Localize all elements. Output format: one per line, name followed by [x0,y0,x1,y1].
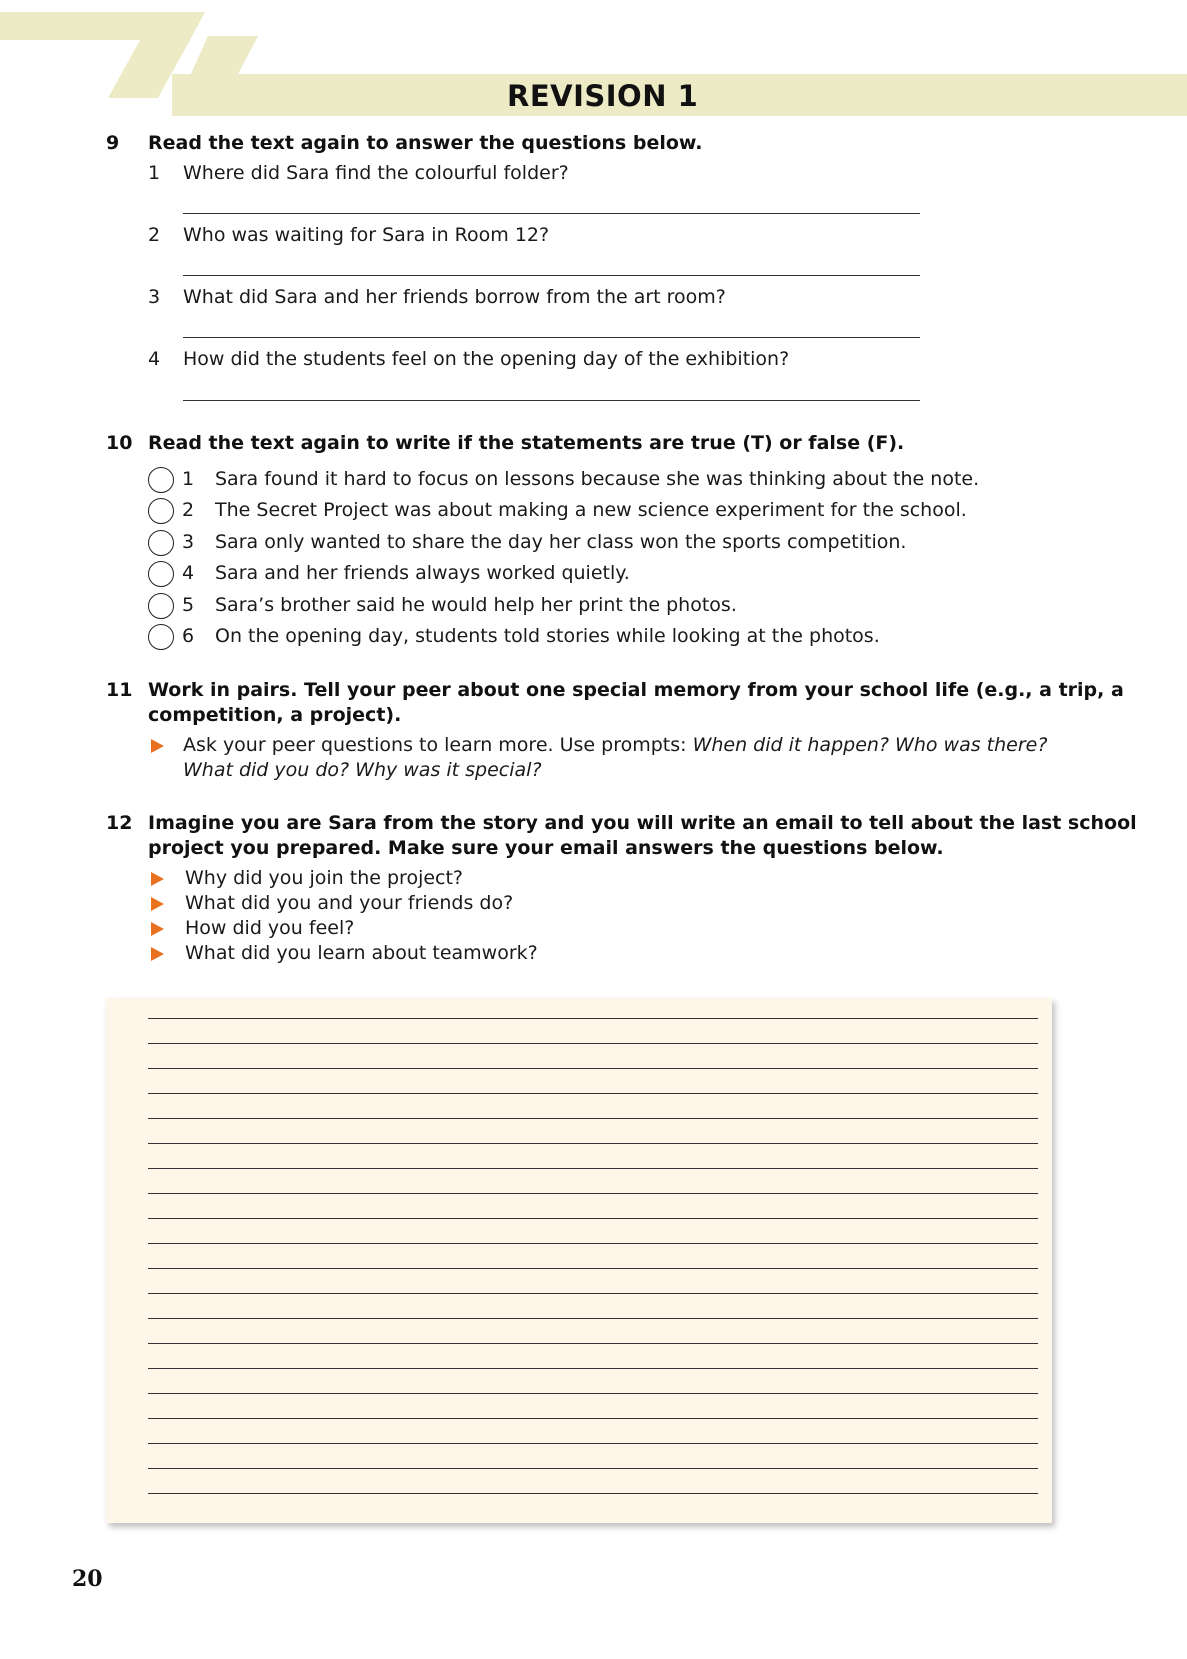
writing-line[interactable] [148,1093,1038,1094]
ex9-q3-text: What did Sara and her friends borrow from the art room? [183,286,726,308]
ex9-q3-number: 3 [148,286,161,308]
ex9-q4-number: 4 [148,348,161,370]
writing-line[interactable] [148,1243,1038,1244]
exercise-10-instruction: Read the text again to write if the statements are true (T) or false (F). [148,432,905,454]
exercise-12-instruction-line1: Imagine you are Sara from the story and you will write an email to tell about the last school [148,812,1137,834]
writing-line[interactable] [148,1368,1038,1369]
exercise-11-number: 11 [106,679,133,701]
bullet-arrow-icon [151,739,164,753]
tf-statement-text: On the opening day, students told stories while looking at the photos. [215,625,880,647]
exercise-9-number: 9 [106,132,120,154]
writing-line[interactable] [148,1218,1038,1219]
page-title: REVISION 1 [507,79,699,113]
page-number: 20 [72,1566,103,1592]
writing-line[interactable] [148,1018,1038,1019]
exercise-11-instruction-line1: Work in pairs. Tell your peer about one special memory from your school life (e.g., a trip, a [148,679,1124,701]
ex11-prompt-plain: Ask your peer questions to learn more. Use prompts: [183,734,693,756]
email-writing-box[interactable] [106,998,1052,1523]
tf-statement-number: 6 [182,625,195,647]
exercise-10-number: 10 [106,432,133,454]
tf-answer-circle-6[interactable] [148,624,174,650]
writing-line[interactable] [148,1468,1038,1469]
ex12-bullet-2: What did you and your friends do? [185,892,514,914]
ex9-q4-answer-line[interactable] [183,400,920,401]
writing-line[interactable] [148,1293,1038,1294]
exercise-11-instruction-line2: competition, a project). [148,704,402,726]
tf-answer-circle-5[interactable] [148,593,174,619]
ex11-prompt-line2 [183,758,542,783]
bullet-arrow-icon [151,922,164,936]
writing-line[interactable] [148,1318,1038,1319]
tf-answer-circle-1[interactable] [148,467,174,493]
tf-statement-number: 3 [182,531,195,553]
ex9-q3-answer-line[interactable] [183,337,920,338]
ex9-q2-answer-line[interactable] [183,275,920,276]
tf-answer-circle-3[interactable] [148,530,174,556]
tf-statement-text: Sara and her friends always worked quietly. [215,562,630,584]
ex12-bullet-1: Why did you join the project? [185,867,464,889]
tf-answer-circle-4[interactable] [148,561,174,587]
tf-statement-text: Sara only wanted to share the day her class won the sports competition. [215,531,907,553]
ex9-q1-text: Where did Sara find the colourful folder? [183,162,569,184]
ex11-prompt-italic-1: When did it happen? Who was there? [692,734,1048,756]
tf-statement-text: Sara’s brother said he would help her print the photos. [215,594,737,616]
exercise-12-instruction-line2: project you prepared. Make sure your email answers the questions below. [148,837,944,859]
tf-statement-text: Sara found it hard to focus on lessons because she was thinking about the note. [215,468,980,490]
ex9-q1-answer-line[interactable] [183,213,920,214]
writing-line[interactable] [148,1268,1038,1269]
writing-line[interactable] [148,1068,1038,1069]
tf-statement-number: 1 [182,468,195,490]
ex9-q2-text: Who was waiting for Sara in Room 12? [183,224,550,246]
ex11-prompt-italic-2: What did you do? Why was it special? [183,759,542,781]
bullet-arrow-icon [151,897,164,911]
writing-line[interactable] [148,1118,1038,1119]
writing-line[interactable] [148,1418,1038,1419]
writing-line[interactable] [148,1043,1038,1044]
bullet-arrow-icon [151,872,164,886]
writing-line[interactable] [148,1193,1038,1194]
bullet-arrow-icon [151,947,164,961]
writing-line[interactable] [148,1493,1038,1494]
writing-line[interactable] [148,1168,1038,1169]
tf-statement-number: 4 [182,562,195,584]
writing-line[interactable] [148,1143,1038,1144]
writing-line[interactable] [148,1443,1038,1444]
ex11-prompt-line1 [183,733,1047,758]
ex9-q2-number: 2 [148,224,161,246]
tf-statement-number: 2 [182,499,195,521]
ex9-q1-number: 1 [148,162,161,184]
ex12-bullet-4: What did you learn about teamwork? [185,942,538,964]
ex12-bullet-3: How did you feel? [185,917,355,939]
ex9-q4-text: How did the students feel on the opening day of the exhibition? [183,348,790,370]
exercise-12-number: 12 [106,812,133,834]
writing-line[interactable] [148,1393,1038,1394]
writing-line[interactable] [148,1343,1038,1344]
exercise-9-instruction: Read the text again to answer the questions below. [148,132,703,154]
tf-answer-circle-2[interactable] [148,498,174,524]
tf-statement-text: The Secret Project was about making a new science experiment for the school. [215,499,967,521]
tf-statement-number: 5 [182,594,195,616]
